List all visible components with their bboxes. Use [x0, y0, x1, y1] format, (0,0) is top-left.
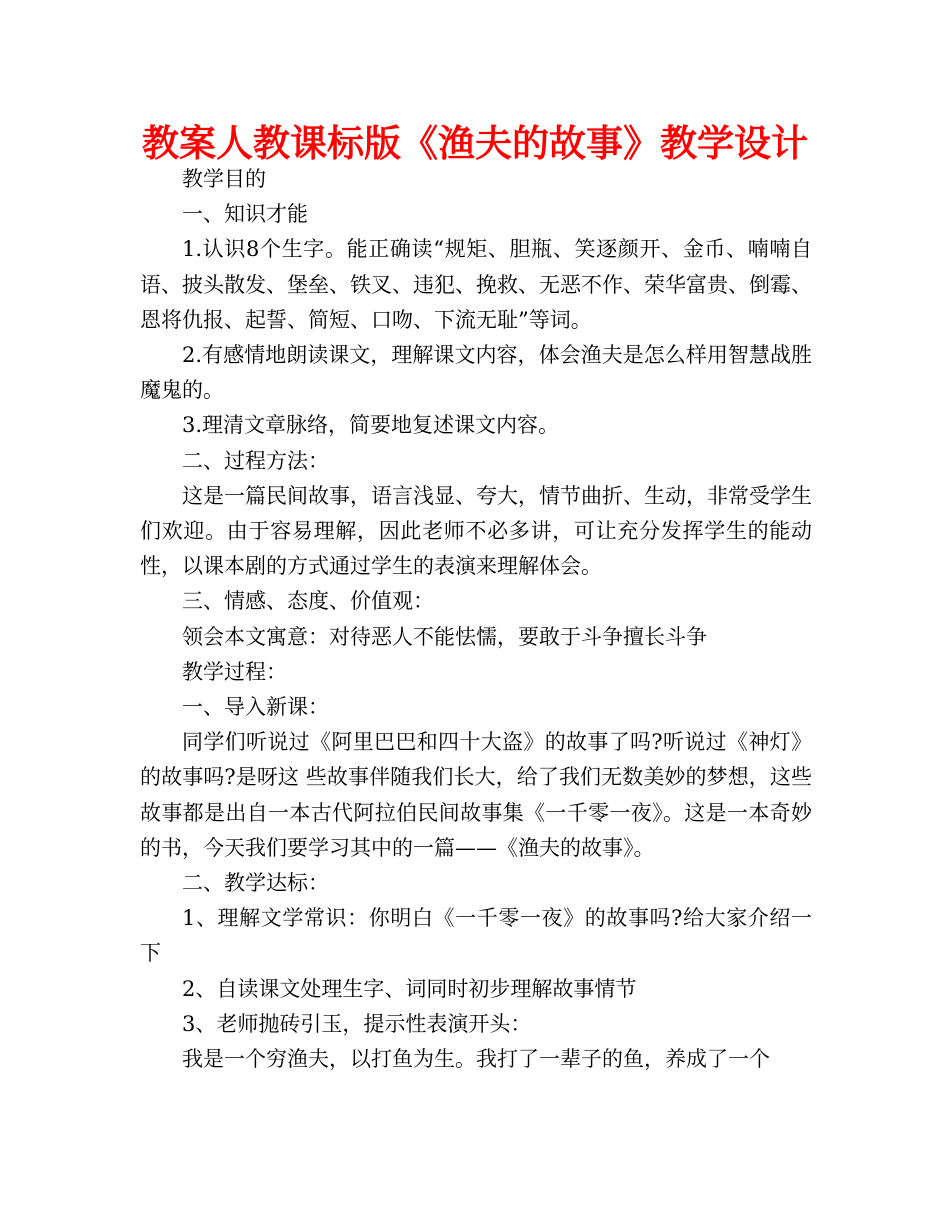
paragraph-goals-item-1: 1、理解文学常识：你明白《一千零一夜》的故事吗?给大家介绍一下 [140, 906, 812, 966]
paragraph-goals-heading: 二、教学达标： [182, 871, 329, 896]
paragraph-values-heading: 三、情感、态度、价值观： [182, 589, 434, 614]
paragraph-knowledge-item-2: 2.有感情地朗读课文，理解课文内容，体会渔夫是怎么样用智慧战胜魔鬼的。 [140, 343, 812, 403]
paragraph-goals-item-3: 3、老师抛砖引玉，提示性表演开头： [182, 1011, 532, 1036]
paragraph-fisherman-text: 我是一个穷渔夫，以打鱼为生。我打了一辈子的鱼，养成了一个 [182, 1047, 770, 1072]
paragraph-process-text: 这是一篇民间故事，语言浅显、夸大，情节曲折、生动，非常受学生们欢迎。由于容易理解，因此老师不必多讲，可让充分发挥学生的能动性，以课本剧的方式通过学生的表演来理解体会。 [140, 483, 812, 579]
paragraph-process-heading: 二、过程方法： [182, 448, 329, 473]
paragraph-knowledge-heading: 一、知识才能 [182, 202, 308, 227]
paragraph-intro-heading: 一、导入新课： [182, 695, 329, 720]
document-title: 教案人教课标版《渔夫的故事》教学设计 [142, 122, 808, 165]
paragraph-knowledge-item-1: 1.认识8个生字。能正确读“规矩、胆瓶、笑逐颜开、金币、喃喃自语、披头散发、堡垒、铁叉、违犯、挽救、无恶不作、荣华富贵、倒霉、恩将仇报、起誓、简短、口吻、下流无耻”等词。 [140, 237, 812, 332]
paragraph-values-text: 领会本文寓意：对待恶人不能怯懦，要敢于斗争擅长斗争 [182, 624, 707, 649]
paragraph-objectives-heading: 教学目的 [182, 167, 266, 191]
paragraph-knowledge-item-3: 3.理清文章脉络，简要地复述课文内容。 [182, 413, 560, 438]
paragraph-intro-text: 同学们听说过《阿里巴巴和四十大盗》的故事了吗?听说过《神灯》的故事吗?是呀这 些故事伴随我们长大，给了我们无数美妙的梦想，这些故事都是出自一本古代阿拉伯民间故事集《一千零一夜》。这是一本奇妙的书，今天我们要学习其中的一篇——《渔夫的故事》。 [140, 730, 812, 860]
document-body [140, 162, 812, 1077]
paragraph-goals-item-2: 2、自读课文处理生字、词同时初步理解故事情节 [182, 976, 637, 1001]
paragraph-teaching-process-heading: 教学过程： [182, 659, 287, 684]
